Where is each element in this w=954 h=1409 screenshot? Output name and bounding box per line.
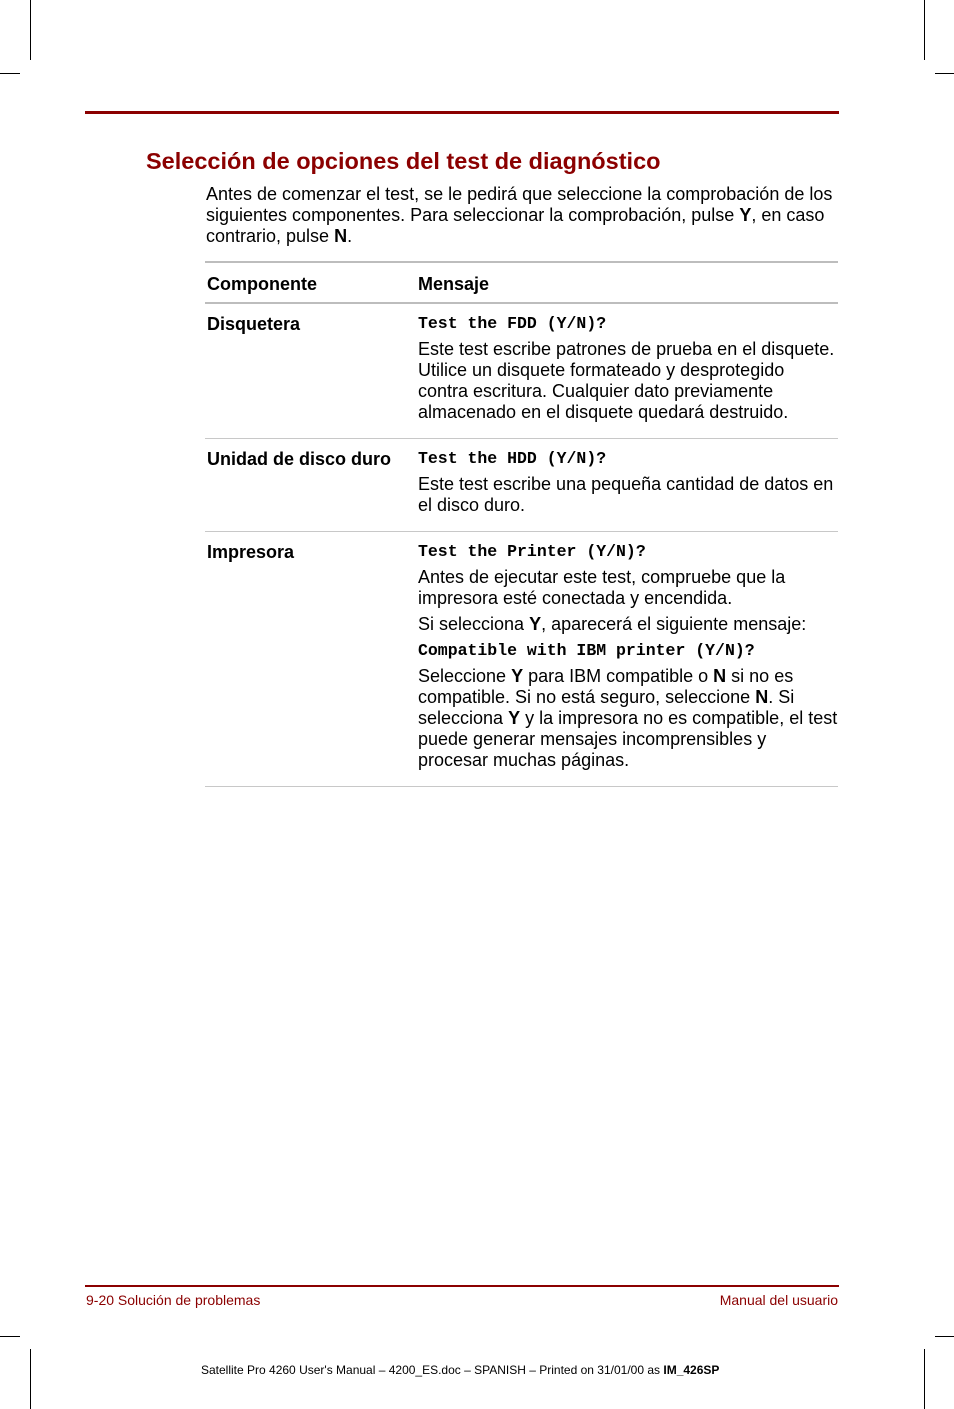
print-code: IM_426SP (663, 1363, 720, 1377)
system-prompt: Test the FDD (Y/N)? (418, 314, 607, 333)
message-cell (418, 313, 838, 423)
message-cell (418, 448, 838, 516)
message-description (418, 567, 838, 609)
crop-mark (0, 1336, 20, 1337)
component-name: Impresora (207, 542, 295, 562)
print-info (201, 1363, 719, 1377)
text-segment: Este test escribe patrones de prueba en el disquete. Utilice un disquete formateado y desprotegido contra escritura. Cualquier dato previamente almacenado en el disquete quedará destruido. (418, 339, 835, 422)
text-segment: si no es compatible. Si no está seguro, seleccione (418, 666, 794, 707)
message-description (418, 339, 838, 423)
table-row (205, 439, 838, 531)
text-segment: y la impresora no es compatible, el test puede generar mensajes incomprensibles y procesar muchas páginas. (418, 708, 838, 770)
crop-mark (30, 1349, 31, 1409)
crop-mark (924, 1349, 925, 1409)
text-segment: para IBM compatible o (523, 666, 714, 686)
footer-rule (85, 1285, 839, 1287)
system-prompt: Test the Printer (Y/N)? (418, 542, 646, 561)
header-rule (85, 111, 839, 114)
text-segment: Si selecciona (418, 614, 530, 634)
key-letter: Y (739, 205, 752, 225)
key-letter: Y (508, 708, 521, 728)
footer-manual-title: Manual del usuario (719, 1292, 838, 1308)
component-name: Disquetera (207, 314, 301, 334)
system-prompt: Compatible with IBM printer (Y/N)? (418, 641, 755, 660)
text-segment: Antes de ejecutar este test, compruebe que la impresora esté conectada y encendida. (418, 567, 786, 608)
text-segment: , en caso contrario, pulse (206, 205, 825, 246)
component-name: Unidad de disco duro (207, 449, 392, 469)
text-segment: Este test escribe una pequeña cantidad de datos en el disco duro. (418, 474, 834, 515)
header-component: Componente (207, 274, 317, 294)
text-segment: , aparecerá el siguiente mensaje: (541, 614, 807, 634)
text-segment: Seleccione (418, 666, 512, 686)
table-header-row (205, 263, 838, 302)
key-letter: N (755, 687, 769, 707)
table-row (205, 532, 838, 786)
intro-paragraph (206, 184, 846, 247)
table-row (205, 304, 838, 438)
key-letter: N (713, 666, 727, 686)
crop-mark (935, 73, 954, 74)
section-title: Selección de opciones del test de diagnóstico (146, 148, 661, 174)
row-divider (205, 786, 838, 787)
key-letter: Y (529, 614, 542, 634)
diagnostic-options-table (205, 261, 838, 787)
crop-mark (0, 73, 20, 74)
message-description (418, 474, 838, 516)
footer-chapter: 9-20 Solución de problemas (86, 1292, 261, 1308)
text-segment: . (347, 226, 353, 246)
crop-mark (935, 1336, 954, 1337)
key-letter: Y (511, 666, 524, 686)
print-info-text: Satellite Pro 4260 User's Manual – 4200_ES.doc – SPANISH – Printed on 31/01/00 as (201, 1363, 664, 1377)
text-segment: Antes de comenzar el test, se le pedirá que seleccione la comprobación de los siguientes componentes. Para seleccionar la comprobación, pulse (206, 184, 833, 225)
message-cell (418, 541, 838, 771)
text-segment: . Si selecciona (418, 687, 795, 728)
message-description (418, 666, 838, 771)
crop-mark (924, 0, 925, 60)
system-prompt: Test the HDD (Y/N)? (418, 449, 607, 468)
message-description (418, 614, 838, 635)
header-message: Mensaje (418, 274, 490, 294)
key-letter: N (334, 226, 348, 246)
crop-mark (30, 0, 31, 60)
